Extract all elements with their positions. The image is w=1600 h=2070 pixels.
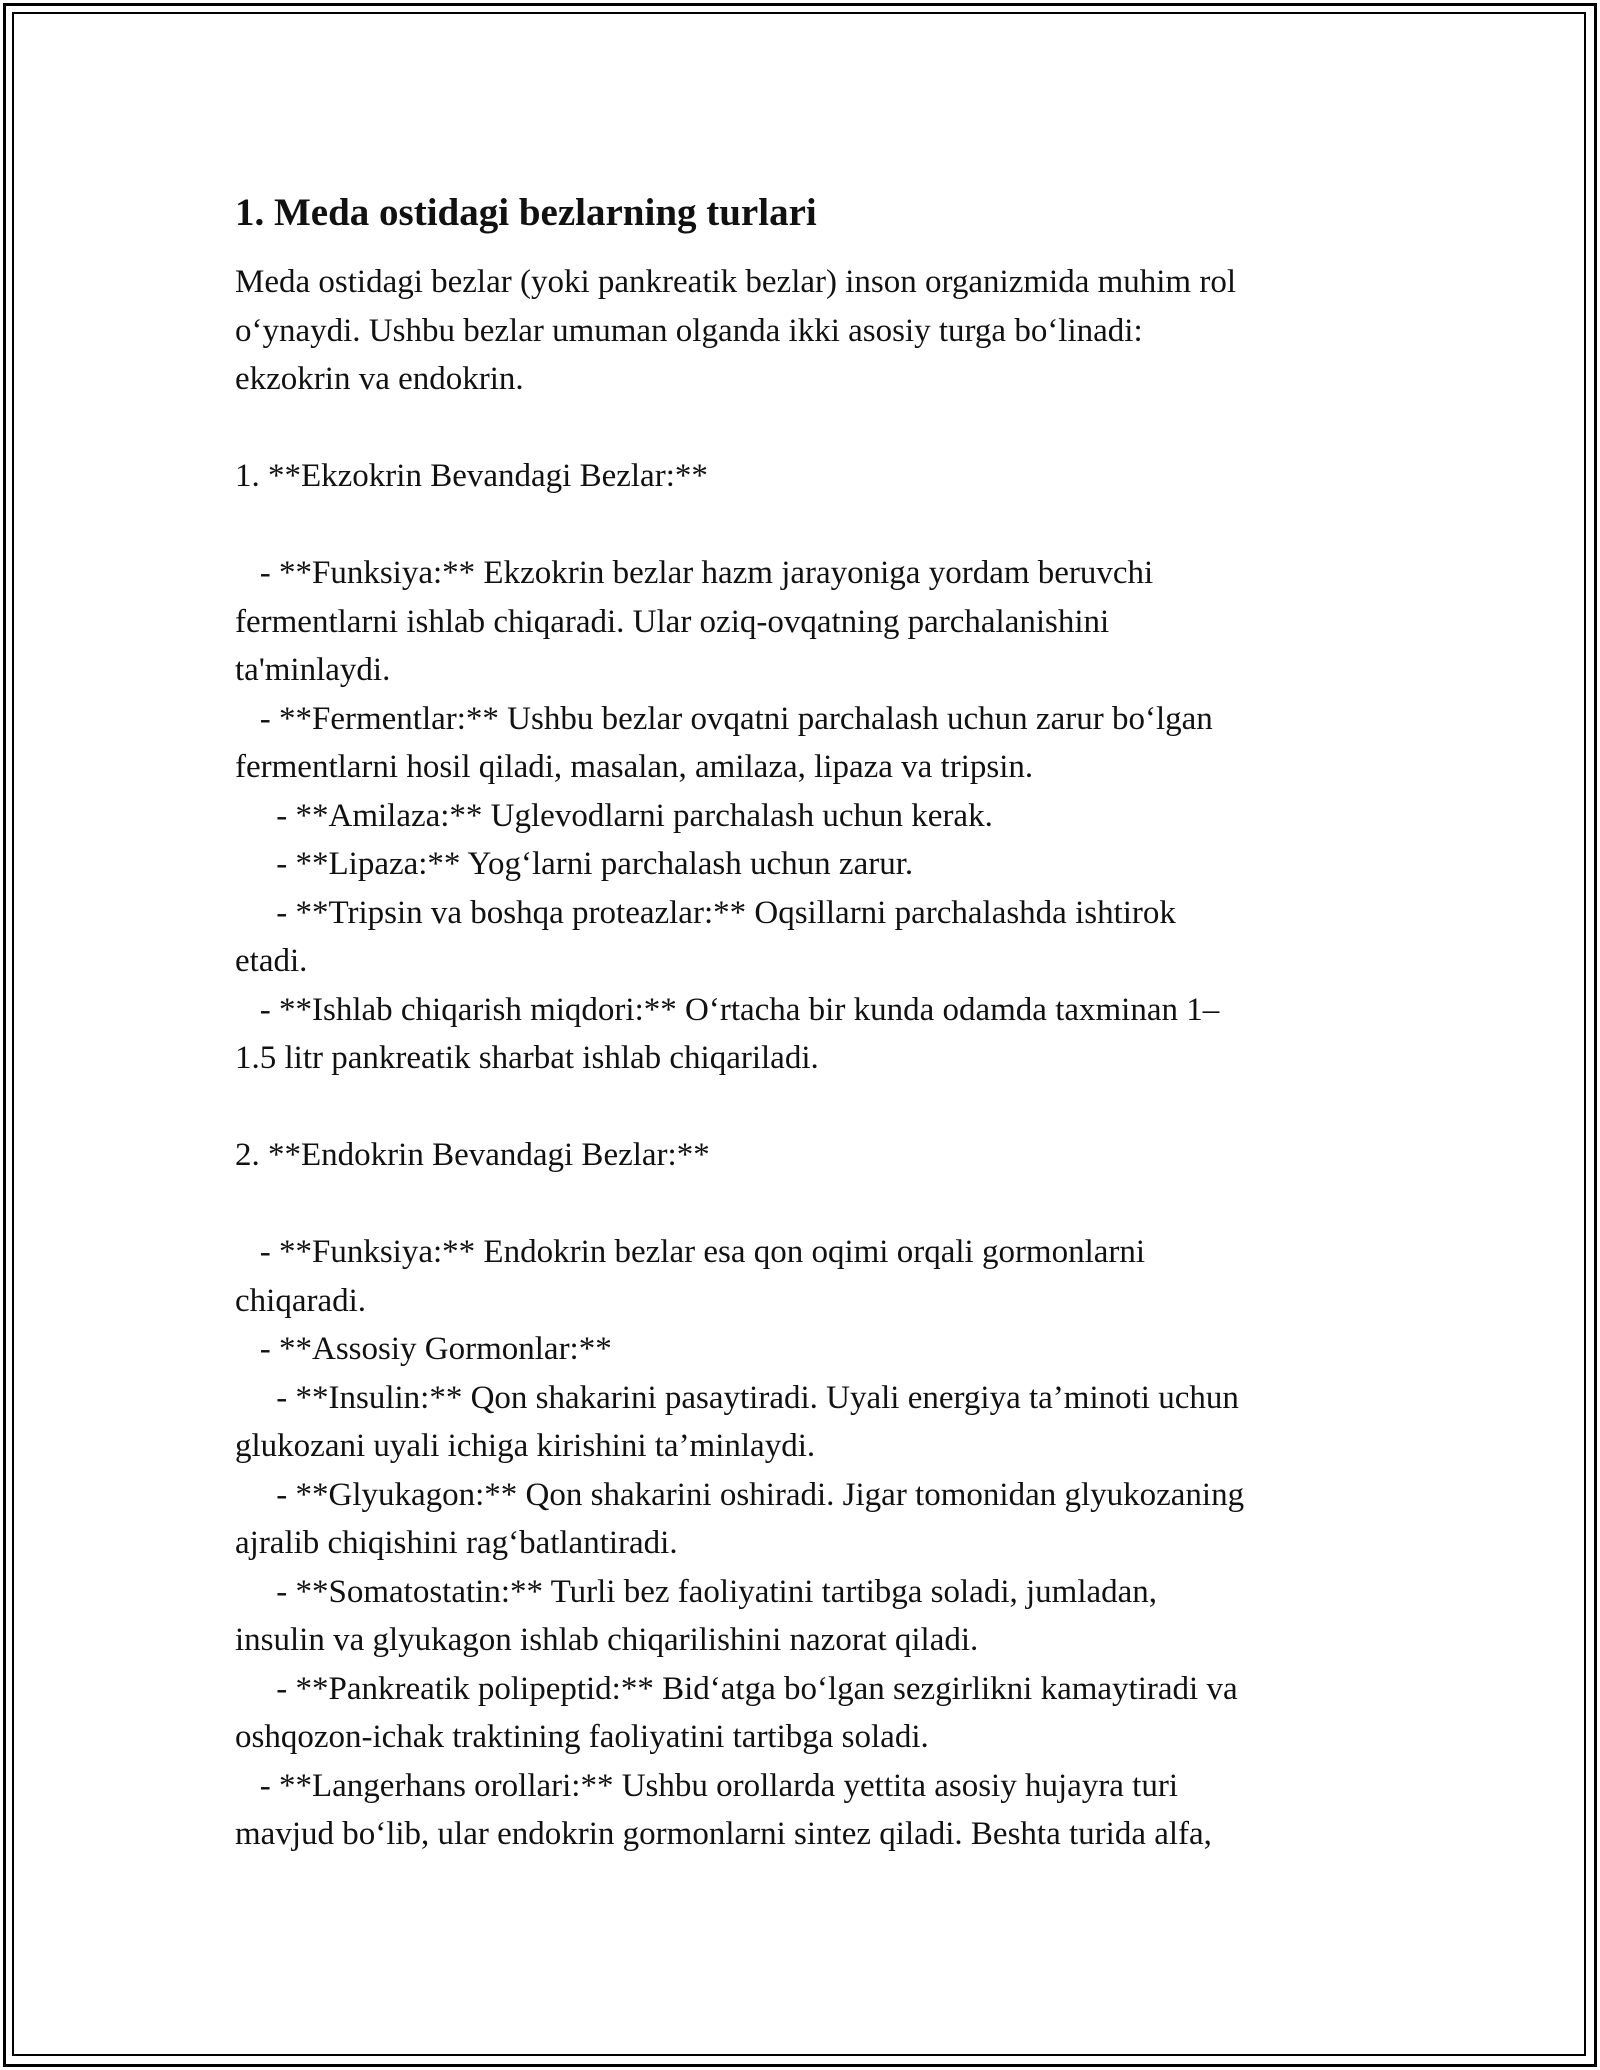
text-line: fermentlarni ishlab chiqaradi. Ular oziq-ovqatning parchalanishini [235, 603, 1110, 640]
text-line: ta'minlaydi. [235, 652, 391, 688]
text-line: chiqaradi. [235, 1282, 367, 1319]
text-line: - **Somatostatin:** Turli bez faoliyatini tartibga soladi, jumladan, [235, 1573, 1158, 1610]
text-line: 1. **Ekzokrin Bevandagi Bezlar:** [235, 458, 708, 494]
text-line: mavjud bo‘lib, ular endokrin gormonlarni sintez qiladi. Beshta turida alfa, [235, 1816, 1212, 1852]
text-line: - **Glyukagon:** Qon shakarini oshiradi. Jigar tomonidan glyukozaning [235, 1476, 1245, 1513]
text-line: glukozani uyali ichiga kirishini ta’minlaydi. [235, 1428, 816, 1464]
text-line: 2. **Endokrin Bevandagi Bezlar:** [235, 1137, 710, 1173]
text-line: fermentlarni hosil qiladi, masalan, amilaza, lipaza va tripsin. [235, 749, 1034, 785]
text-line: - **Langerhans orollari:** Ushbu orollarda yettita asosiy hujayra turi [235, 1767, 1178, 1804]
text-line: - **Assosiy Gormonlar:** [235, 1331, 612, 1367]
text-line: - **Fermentlar:** Ushbu bezlar ovqatni parchalash uchun zarur bo‘lgan [235, 700, 1213, 737]
text-line: insulin va glyukagon ishlab chiqarilishini nazorat qiladi. [235, 1622, 979, 1658]
text-line: - **Ishlab chiqarish miqdori:** O‘rtacha bir kunda odamda taxminan 1– [235, 991, 1220, 1028]
blank-line [235, 404, 1365, 453]
text-line: - **Amilaza:** Uglevodlarni parchalash uchun kerak. [235, 797, 993, 834]
document-heading: 1. Meda ostidagi bezlarning turlari [235, 191, 817, 234]
text-line: - **Pankreatik polipeptid:** Bid‘atga bo‘lgan sezgirlikni kamaytiradi va [235, 1670, 1238, 1707]
document-body [235, 188, 1365, 1859]
text-line: - **Insulin:** Qon shakarini pasaytiradi. Uyali energiya ta’minoti uchun [235, 1379, 1239, 1416]
text-line: o‘ynaydi. Ushbu bezlar umuman olganda ikki asosiy turga bo‘linadi: [235, 312, 1143, 349]
blank-line [235, 501, 1365, 550]
document-text [235, 258, 1365, 1859]
text-line: Meda ostidagi bezlar (yoki pankreatik bezlar) inson organizmida muhim rol [235, 264, 1237, 300]
text-line: - **Lipaza:** Yog‘larni parchalash uchun zarur. [235, 846, 914, 882]
text-line: - **Funksiya:** Ekzokrin bezlar hazm jarayoniga yordam beruvchi [235, 555, 1154, 591]
text-line: etadi. [235, 943, 308, 979]
text-line: - **Tripsin va boshqa proteazlar:** Oqsillarni parchalashda ishtirok [235, 894, 1176, 931]
text-line: 1.5 litr pankreatik sharbat ishlab chiqariladi. [235, 1040, 819, 1076]
text-line: ekzokrin va endokrin. [235, 361, 524, 397]
text-line: oshqozon-ichak traktining faoliyatini tartibga soladi. [235, 1719, 929, 1755]
blank-line [235, 1180, 1365, 1229]
text-line: ajralib chiqishini rag‘batlantiradi. [235, 1525, 678, 1561]
text-line: - **Funksiya:** Endokrin bezlar esa qon oqimi orqali gormonlarni [235, 1234, 1146, 1270]
blank-line [235, 1083, 1365, 1132]
